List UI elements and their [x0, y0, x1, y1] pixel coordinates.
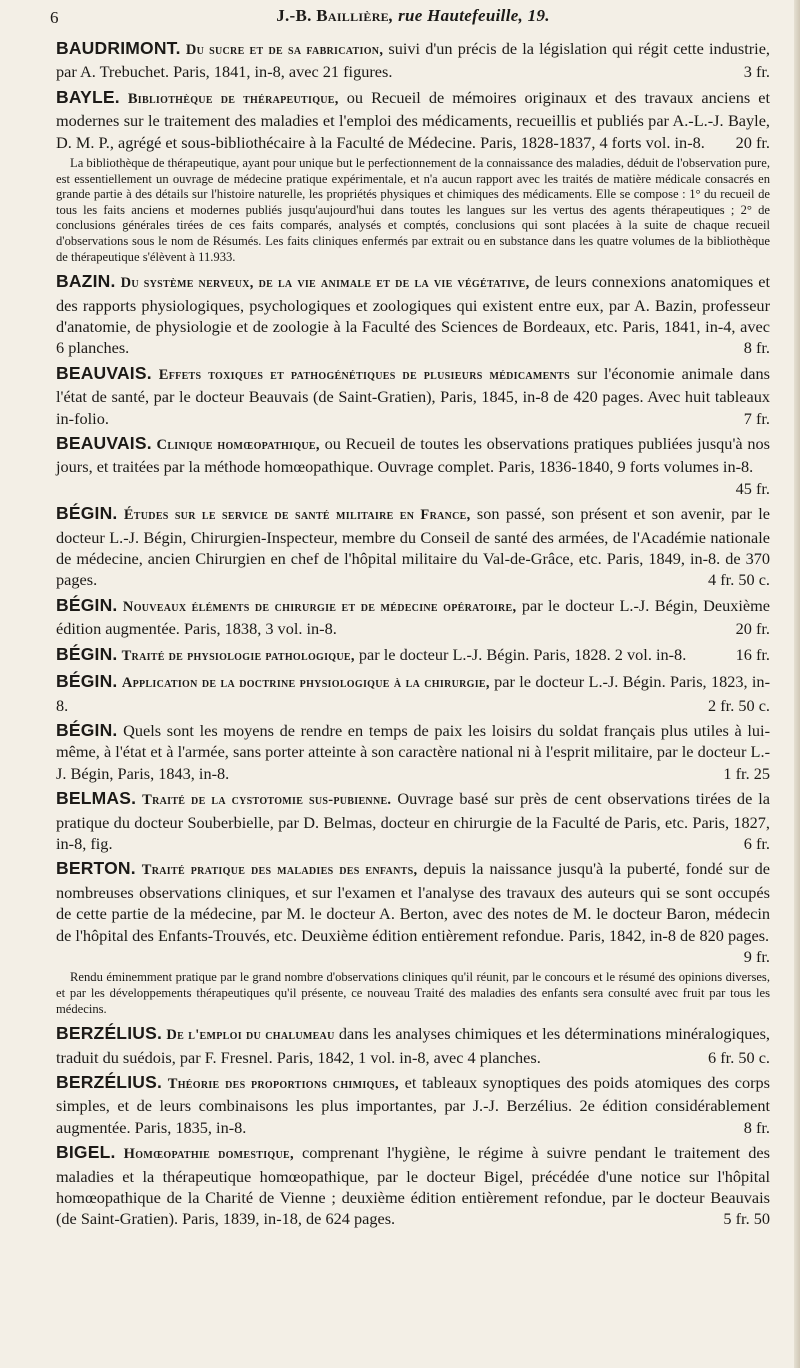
- entry-author: BEAUVAIS.: [56, 362, 152, 383]
- entry-author: BÉGIN.: [56, 503, 118, 524]
- catalogue-entry: [56, 788, 770, 854]
- entry-price: 16 fr.: [735, 644, 770, 664]
- entry-description: dans les analyses chimiques et les déterminations minéralogiques, traduit du suédois, par F. Fresnel. Paris, 1842, 1 vol. in-8, avec 4 planches.: [56, 1024, 770, 1067]
- entry-author: BERZÉLIUS.: [56, 1071, 163, 1092]
- entry-title: Homœopathie domestique,: [123, 1146, 294, 1163]
- entry-author: BEAUVAIS.: [56, 433, 152, 454]
- catalogue-entry: [56, 433, 770, 499]
- entry-description: ou Recueil de mémoires originaux et des travaux anciens et modernes sur le traitement des maladies et l'emploi des médicaments, recueillis et publiés par A.-L.-J. Bayle, D. M. P., agrégé et sous-bibliothécaire à la Faculté de Médecine. Paris, 1828-1837, 4 forts vol. in-8.: [56, 87, 770, 152]
- entry-price: 4 fr. 50 c.: [708, 570, 770, 590]
- entry-description: depuis la naissance jusqu'à la puberté, fondé sur de nombreuses observations cliniques, et sur l'examen et l'analyse des travaux des auteurs qui se sont occupés de cette partie de la médecine, par M. le docteur A. Berton, avec des notes de M. le docteur Baron, médecin de l'hôpital des Enfants-Trouvés, etc. Deuxième édition entièrement refondue. Paris, 1842, in-8 de 820 pages.: [56, 859, 770, 945]
- page-number: 6: [50, 8, 59, 27]
- catalogue-entry: [56, 644, 770, 667]
- entry-description: ou Recueil de toutes les observations pratiques publiées jusqu'à nos jours, et traitées par la méthode homœopathique. Ouvrage complet. Paris, 1836-1840, 9 forts volumes in-8.: [56, 434, 770, 477]
- entry-price: 8 fr.: [743, 1117, 770, 1137]
- entry-author: BÉGIN.: [56, 719, 118, 740]
- entry-description: et tableaux synoptiques des poids atomiques des corps simples, et de leurs combinaisons les plus importantes, par J.-J. Berzélius. 2e édition considérablement augmentée. Paris, 1835, in-8.: [56, 1072, 770, 1137]
- entry-title: Du sucre et de sa fabrication,: [185, 42, 384, 58]
- catalogue-entry: [56, 87, 770, 153]
- entry-title: Traité de la cystotomie sus-pubienne.: [142, 792, 392, 809]
- entry-description: suivi d'un précis de la législation qui régit cette industrie, par A. Trebuchet. Paris, 1841, in-8, avec 21 figures.: [56, 39, 770, 82]
- running-head: [50, 6, 770, 36]
- catalogue-entry: [56, 858, 770, 967]
- entry-title: Théorie des proportions chimiques,: [167, 1075, 399, 1092]
- catalogue-entry: [56, 503, 770, 591]
- entry-price: 7 fr.: [743, 408, 770, 428]
- entry-price: 1 fr. 25: [723, 763, 770, 783]
- catalogue-entry: [56, 1072, 770, 1138]
- entry-title: Application de la doctrine physiologique à la chirurgie,: [121, 675, 490, 692]
- entry-author: BAZIN.: [56, 271, 116, 292]
- entry-price: 20 fr.: [735, 619, 770, 639]
- entry-price: 6 fr. 50 c.: [708, 1047, 770, 1067]
- entry-author: BAYLE.: [56, 86, 120, 107]
- entry-description: par le docteur L.-J. Bégin, Deuxième édition augmentée. Paris, 1838, 3 vol. in-8.: [56, 595, 770, 639]
- entry-description: son passé, son présent et son avenir, par le docteur L.-J. Bégin, Chirurgien-Inspecteur, membre du Conseil de santé des armées, de l'Académie nationale de médecine, ancien Chirurgien en chef de l'hôpital militaire du Val-de-Grâce, etc. Paris, 1849, in-8. de 370 pages.: [56, 504, 771, 590]
- entry-author: BERTON.: [56, 858, 136, 879]
- entry-description: Ouvrage basé sur près de cent observations tirées de la pratique du docteur Souberbielle, par D. Belmas, docteur en chirurgie de la Faculté de Paris, etc. Paris, 1827, in-8, fig.: [56, 789, 770, 853]
- entry-description: Quels sont les moyens de rendre en temps de paix les loisirs du soldat français plus utiles à lui-même, à l'état et à l'armée, sans porter atteinte à son caractère national ni à l'esprit militaire, par le docteur L.-J. Bégin, Paris, 1843, in-8.: [56, 720, 771, 783]
- entry-price: 6 fr.: [743, 833, 770, 853]
- entry-title: Clinique homœopathique,: [156, 437, 320, 454]
- entry-price: 8 fr.: [743, 338, 770, 358]
- entry-price: 45 fr.: [735, 478, 770, 498]
- publisher-name: J.-B. Baillière: [276, 6, 389, 25]
- entry-author: BÉGIN.: [56, 671, 118, 692]
- entry-price: 20 fr.: [735, 132, 770, 152]
- entry-title: De l'emploi du chalumeau: [166, 1027, 335, 1044]
- catalogue-entry: [56, 720, 770, 784]
- entry-description: comprenant l'hygiène, le régime à suivre pendant le traitement des maladies et la thérapeutique homœopathique, par le docteur Bigel, précédée d'une notice sur l'hôpital homœopathique de la Charité de Vienne ; deuxième édition entièrement refondue, par le docteur Beauvais (de Saint-Gratien). Paris, 1839, in-18, de 624 pages.: [56, 1143, 770, 1229]
- entry-title: Traité pratique des maladies des enfants,: [141, 862, 418, 879]
- entry-price: 2 fr. 50 c.: [708, 695, 770, 715]
- entry-author: BAUDRIMONT.: [56, 38, 181, 58]
- entry-title: Traité de physiologie pathologique,: [121, 647, 355, 664]
- entry-price: 3 fr.: [743, 62, 770, 82]
- entry-title: Du système nerveux, de la vie animale et de la vie végétative,: [120, 275, 530, 292]
- publisher-address: , rue Hautefeuille, 19.: [388, 6, 550, 25]
- catalogue-entry: [56, 595, 770, 640]
- entry-title: Effets toxiques et pathogénétiques de plusieurs médicaments: [158, 366, 570, 383]
- entry-title: Nouveaux éléments de chirurgie et de médecine opératoire,: [122, 598, 517, 615]
- entry-price: 9 fr.: [743, 946, 770, 966]
- entry-author: BIGEL.: [56, 1142, 116, 1163]
- catalogue-entry: [56, 1142, 770, 1230]
- entry-description: sur l'économie animale dans l'état de santé, par le docteur Beauvais (de Saint-Gratien), Paris, 1845, in-8 de 420 pages. Avec huit tableaux in-folio.: [56, 363, 770, 428]
- entry-description: par le docteur L.-J. Bégin. Paris, 1823, in-8.: [56, 672, 770, 715]
- page-edge: [794, 0, 800, 1368]
- entry-description: de leurs connexions anatomiques et des rapports physiologiques, psychologiques et zoologiques qui existent entre eux, par A. Bazin, professeur d'anatomie, de physiologie et de zoologie à la Faculté des Sciences de Bordeaux, etc. Paris, 1841, in-4, avec 6 planches.: [56, 272, 770, 358]
- catalogue-entry: [56, 38, 770, 83]
- entry-title: Bibliothèque de thérapeutique,: [127, 90, 339, 107]
- entry-note: La bibliothèque de thérapeutique, ayant pour unique but le perfectionnement de la connaissance des maladies, déduit de l'observation pure, est essentiellement un ouvrage de médecine pratique expérimentale, et n'a aucun rapport avec les traités de matière médicale consacrés en grande partie à des détails sur l'histoire naturelle, les propriétés physiques et chimiques des médicaments. Elle se compose : 1° du recueil de tous les faits anciens et modernes publiés jusqu'aujourd'hui dans toutes les langues sur les vertus des agents thérapeutiques ; 2° de conclusions générales tirées de ces faits comparés, analysés et comptés, conclusions qui sont placées à la suite de chaque recueil d'observations sous le nom de Résumés. Les faits cliniques enfermés par extrait ou en substance dans les quatre volumes de la bibliothèque de thérapeutique s'élèvent à 11.933.: [56, 156, 770, 264]
- entry-author: BELMAS.: [56, 788, 137, 809]
- entry-title: Études sur le service de santé militaire en France,: [123, 507, 471, 524]
- entry-price: 5 fr. 50: [723, 1209, 770, 1229]
- entry-author: BÉGIN.: [56, 594, 118, 615]
- catalogue-entry: [56, 271, 770, 359]
- catalogue-entry: [56, 1023, 770, 1068]
- entry-note: Rendu éminemment pratique par le grand nombre d'observations cliniques qu'il réunit, par le concours et le résumé des opinions diverses, et par les développements thérapeutiques qu'il présente, ce nouveau Traité des maladies des enfants sera consulté avec fruit par tous les médecins.: [56, 970, 770, 1016]
- entry-author: BERZÉLIUS.: [56, 1023, 163, 1044]
- catalogue-entries: [56, 38, 770, 1230]
- entry-description: par le docteur L.-J. Bégin. Paris, 1828. 2 vol. in-8.: [358, 644, 687, 664]
- catalogue-entry: [56, 671, 770, 716]
- catalogue-entry: [56, 363, 770, 429]
- entry-author: BÉGIN.: [56, 643, 118, 664]
